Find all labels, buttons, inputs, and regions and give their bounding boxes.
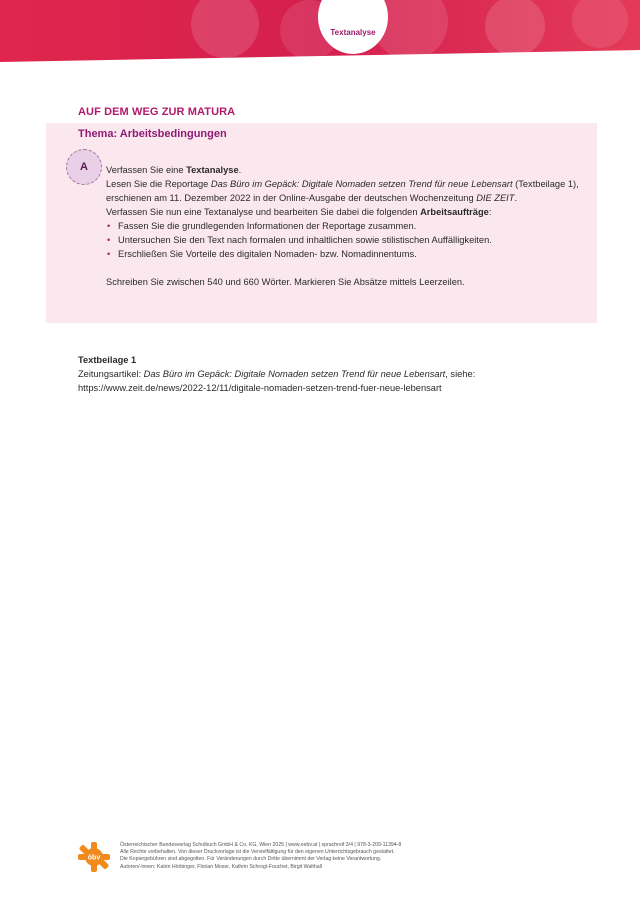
task-list (106, 219, 586, 261)
reading-text: Lesen Sie die Reportage (106, 179, 211, 189)
textbeilage-source (78, 367, 578, 381)
task-reading-paragraph (106, 177, 586, 205)
newspaper-name: DIE ZEIT (476, 193, 515, 203)
footer-line: Autoren/-innen: Katrin Hörbinger, Florian Moser, Kathrin Schrogl-Fouchet, Birgit Walthall (120, 863, 322, 870)
task-instruction-bold: Textanalyse (186, 165, 239, 175)
spacer (106, 261, 586, 275)
task-instruction (106, 163, 586, 177)
work-text-end: : (488, 207, 492, 217)
work-text: Verfassen Sie nun eine Textanalyse und bearbeiten Sie dabei die folgenden (106, 207, 421, 217)
task-badge: A (66, 149, 102, 185)
footer-line: Die Kopiergebühren sind abgegolten. Für Veränderungen durch Dritte übernimmt der Verlag keine Verantwortung. (120, 856, 382, 863)
task-list-item: • Fassen Sie die grundlegenden Informationen der Reportage zusammen. (106, 219, 586, 233)
article-title: Das Büro im Gepäck: Digitale Nomaden setzen Trend für neue Lebensart (210, 179, 513, 189)
textbeilage-title-text: Textbeilage 1 (78, 355, 137, 365)
task-closing: Schreiben Sie zwischen 540 und 660 Wörter. Markieren Sie Absätze mittels Leerzeilen. (106, 277, 465, 287)
section-heading: AUF DEM WEG ZUR MATURA (78, 106, 236, 118)
source-end: , siehe: (445, 369, 476, 379)
task-instruction-end: . (238, 165, 242, 175)
reading-text-end: . (514, 193, 518, 203)
textbeilage-title (78, 353, 578, 367)
task-topic: Thema: Arbeitsbedingungen (78, 128, 227, 140)
reading-text-mid: (Textbeilage 1), erschienen am 11. Dezember 2022 in der Online-Ausgabe der deutschen Wochenzeitung (106, 179, 579, 203)
task-work-paragraph (106, 205, 586, 219)
source-label: Zeitungsartikel: (78, 369, 144, 379)
header-tab-label: Textanalyse (330, 28, 376, 37)
task-instruction-text: Verfassen Sie eine (106, 165, 187, 175)
task-box (46, 123, 597, 323)
footer-line: Österreichischer Bundesverlag Schulbuch GmbH & Co. KG, Wien 2025 | www.oebv.at | sprachreif 3/4 | 978-3-209-11394-8 (120, 842, 402, 848)
task-text (106, 163, 586, 289)
task-list-item: • Erschließen Sie Vorteile des digitalen Nomaden- bzw. Nomadinnentums. (106, 247, 586, 261)
oebv-logo (78, 842, 110, 872)
textbeilage-url[interactable]: https://www.zeit.de/news/2022-12/11/digitale-nomaden-setzen-trend-fuer-neue-lebensart (78, 383, 442, 393)
work-text-bold: Arbeitsaufträge (420, 207, 489, 217)
textbeilage (78, 353, 578, 395)
task-list-item: • Untersuchen Sie den Text nach formalen und inhaltlichen sowie stilistischen Auffälligkeiten. (106, 233, 586, 247)
footer-text (120, 842, 590, 871)
logo-text: öbv (87, 854, 101, 862)
source-title: Das Büro im Gepäck: Digitale Nomaden setzen Trend für neue Lebensart (143, 369, 446, 379)
footer-line: Alle Rechte vorbehalten. Von dieser Druckvorlage ist die Vervielfältigung für den eigenen Unterrichtsgebrauch gestattet. (120, 849, 395, 856)
